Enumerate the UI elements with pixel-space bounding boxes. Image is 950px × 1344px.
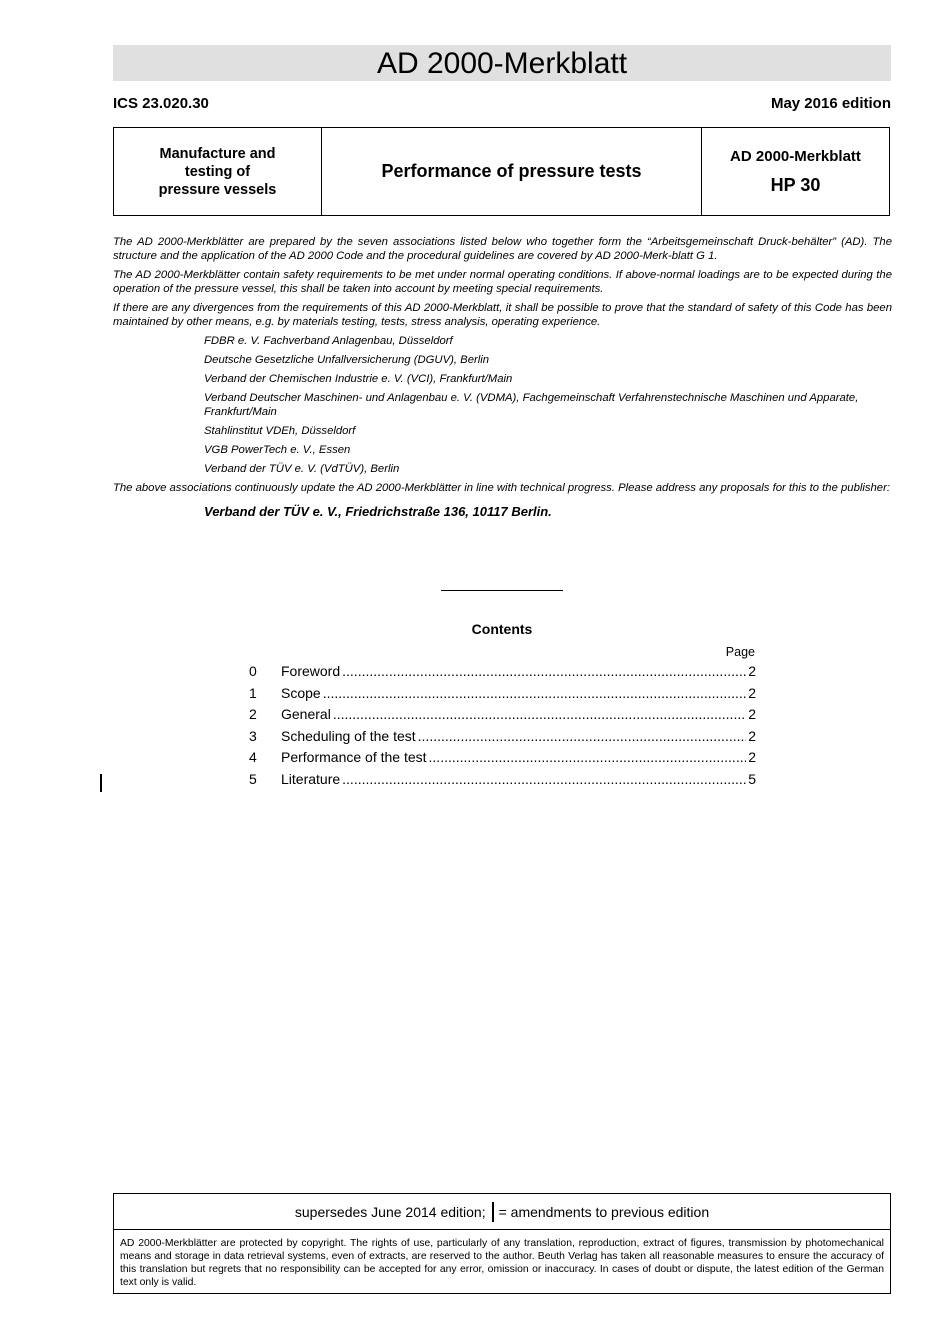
toc-entry[interactable] (249, 771, 756, 793)
toc-title: Scope (281, 684, 321, 701)
toc-title: Foreword (281, 663, 341, 679)
toc-number: 1 (249, 684, 257, 701)
amendments-text: = amendments to previous edition (498, 1203, 710, 1220)
toc-leader (342, 663, 746, 679)
amendment-bar-legend (492, 1202, 494, 1222)
toc-page: 5 (748, 770, 756, 787)
association-item: Verband der Chemischen Industrie e. V. (VCI), Frankfurt/Main (204, 373, 513, 385)
toc-title: Scheduling of the test (281, 727, 416, 744)
association-item: Verband der TÜV e. V. (VdTÜV), Berlin (204, 463, 400, 475)
subject-line: pressure vessels (158, 181, 277, 198)
header-table (113, 127, 890, 216)
toc-leader (429, 749, 747, 765)
code-cell (702, 128, 889, 215)
intro-paragraph: The above associations continuously update the AD 2000-Merkblätter in line with technical progress. Please address any proposals for this to the publisher: (113, 482, 890, 494)
toc-title: Literature (281, 770, 341, 787)
association-item: Stahlinstitut VDEh, Düsseldorf (204, 425, 356, 437)
toc-entry[interactable] (249, 685, 756, 707)
toc-entry[interactable] (249, 706, 756, 728)
toc-title: Performance of the test (281, 749, 427, 766)
intro-section (113, 235, 892, 519)
ics-code: ICS 23.020.30 (113, 95, 209, 112)
intro-paragraph: The AD 2000-Merkblätter are prepared by the seven associations listed below who together form the “Arbeitsgemeinschaft Druck-behälter” (AD). The structure and the application of the AD 2000 Code and the procedural guidelines are covered by AD 2000-Merk-blatt G 1. (113, 236, 892, 262)
association-list (204, 334, 864, 476)
edition-date: May 2016 edition (770, 95, 891, 112)
footer-box (113, 1193, 891, 1294)
amendment-bar (100, 774, 102, 792)
association-item: FDBR e. V. Fachverband Anlagenbau, Düsseldorf (204, 335, 453, 347)
toc-number: 4 (249, 749, 257, 766)
toc-page: 2 (748, 663, 756, 679)
copyright-notice: AD 2000-Merkblätter are protected by copyright. The rights of use, particularly of any translation, reproduction, extract of figures, transmission by photomechanical means and storage in data retrieval systems, even of extracts, are reserved to the author. Beuth Verlag has taken all reasonable measures to ensure the accuracy of this translation but regrets that no responsibility can be accepted for any error, omission or inaccuracy. In cases of doubt or dispute, the latest edition of the German text only is valid. (120, 1238, 884, 1288)
association-item: VGB PowerTech e. V., Essen (204, 444, 351, 456)
toc-entry[interactable] (249, 749, 756, 771)
toc-number: 5 (249, 770, 257, 787)
toc-page: 2 (748, 684, 756, 701)
toc-entry[interactable] (249, 663, 756, 685)
toc-leader (323, 685, 747, 701)
section-divider (441, 590, 563, 591)
toc-page: 2 (748, 749, 756, 766)
publisher-address: Verband der TÜV e. V., Friedrichstraße 136, 10117 Berlin. (204, 504, 552, 519)
supersedes-note (114, 1194, 890, 1230)
subject-title: Performance of pressure tests (381, 161, 642, 181)
toc-number: 3 (249, 727, 257, 744)
toc-title: General (281, 706, 331, 723)
toc-number: 2 (249, 706, 257, 723)
toc-number: 0 (249, 663, 257, 679)
toc-leader (342, 771, 746, 787)
subject-line: Manufacture and (159, 145, 276, 162)
supersedes-text: supersedes June 2014 edition; (294, 1203, 486, 1220)
document-title: AD 2000-Merkblatt (113, 45, 891, 81)
code-number: HP 30 (770, 174, 821, 195)
contents-title: Contents (471, 621, 533, 637)
intro-paragraph: The AD 2000-Merkblätter contain safety requirements to be met under normal operating conditions. If above-normal loadings are to be expected during the operation of the pressure vessel, this shall be taken into account by meeting special requirements. (113, 269, 892, 295)
toc-page: 2 (748, 706, 756, 723)
subject-title-cell (322, 128, 702, 215)
table-of-contents (249, 663, 756, 793)
association-item: Verband Deutscher Maschinen- und Anlagenbau e. V. (VDMA), Fachgemeinschaft Verfahrenstechnische Maschinen und Apparate, Frankfurt/Main (204, 392, 859, 418)
association-item: Deutsche Gesetzliche Unfallversicherung (DGUV), Berlin (204, 354, 490, 366)
intro-paragraph: If there are any divergences from the requirements of this AD 2000-Merkblatt, it shall be possible to prove that the standard of safety of this Code has been maintained by other means, e.g. by materials testing, tests, stress analysis, operating experience. (113, 302, 892, 328)
code-line: AD 2000-Merkblatt (730, 147, 861, 165)
toc-leader (333, 706, 746, 722)
subject-area-cell (114, 128, 322, 215)
toc-entry[interactable] (249, 728, 756, 750)
subject-line: testing of (184, 163, 251, 180)
contents-page-label: Page (725, 645, 755, 659)
toc-page: 2 (748, 727, 756, 744)
toc-leader (418, 728, 747, 744)
